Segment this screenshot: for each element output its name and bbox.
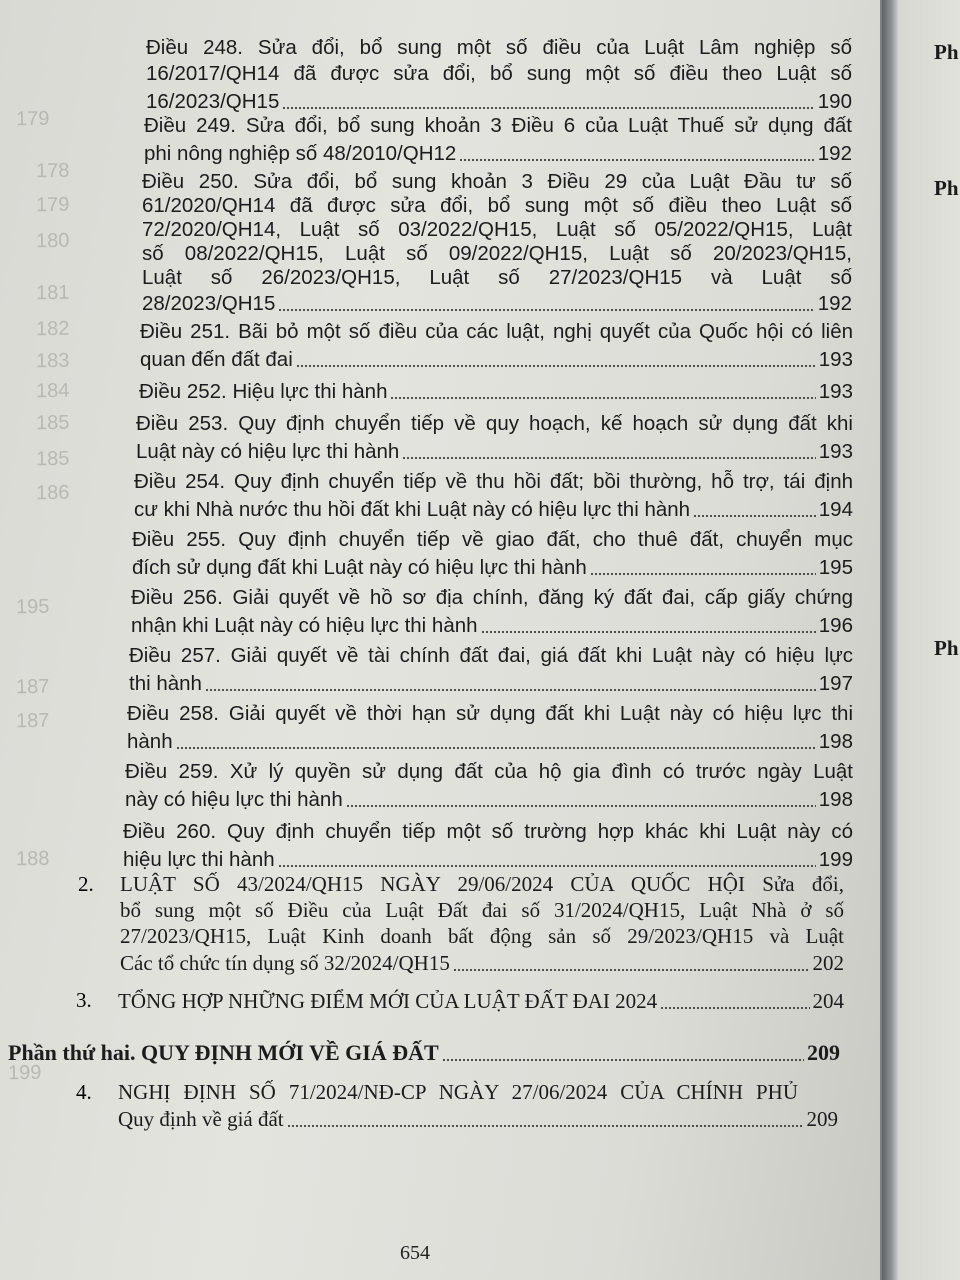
page-number: 192: [817, 142, 852, 165]
toc-entry-line: đích sử dụng đất khi Luật này có hiệu lực thi hành: [132, 556, 587, 579]
toc-entry-line: Điều 256. Giải quyết về hồ sơ địa chính, đăng ký đất đai, cấp giấy chứng: [131, 586, 853, 609]
dot-leader: [459, 159, 814, 161]
toc-entry-dieu-252[interactable]: [139, 378, 853, 406]
dot-leader: [296, 365, 816, 367]
bleed-through-number: 183: [35, 349, 70, 373]
dot-leader: [590, 573, 816, 575]
toc-entry-line: này có hiệu lực thi hành: [125, 788, 343, 811]
page-number: 199: [818, 848, 853, 871]
toc-entry-line: bổ sung một số Điều của Luật Đất đai số 31/2024/QH15, Luật Nhà ở số: [120, 898, 844, 922]
bleed-through-number: 179: [35, 193, 70, 217]
toc-entry-line: LUẬT SỐ 43/2024/QH15 NGÀY 29/06/2024 CỦA QUỐC HỘI Sửa đổi,: [120, 872, 844, 896]
dot-leader: [693, 515, 816, 517]
dot-leader: [346, 805, 816, 807]
dot-leader: [442, 1059, 804, 1061]
page-number: 192: [817, 292, 852, 315]
bleed-through-number: 187: [15, 675, 50, 699]
page-number: 194: [818, 498, 853, 521]
toc-entry-line: nhận khi Luật này có hiệu lực thi hành: [131, 614, 478, 637]
toc-entry-line: hiệu lực thi hành: [123, 848, 275, 871]
part-two-heading: Phần thứ hai. QUY ĐỊNH MỚI VỀ GIÁ ĐẤT: [8, 1040, 439, 1065]
dot-leader: [660, 1007, 809, 1009]
bleed-through-number: 179: [15, 107, 50, 131]
dot-leader: [481, 631, 816, 633]
page-number: 190: [817, 90, 852, 113]
toc-part-two[interactable]: [8, 1036, 840, 1068]
page-number: 193: [818, 380, 853, 403]
bleed-through-number: 185: [35, 447, 70, 471]
toc-entry-line: Luật này có hiệu lực thi hành: [136, 440, 400, 463]
page-number: 204: [812, 989, 844, 1013]
next-page-heading-fragment: Ph: [934, 40, 959, 64]
toc-section-4[interactable]: [118, 1080, 838, 1136]
toc-entry-dieu-254[interactable]: [134, 470, 853, 526]
toc-entry-line: Điều 249. Sửa đổi, bổ sung khoản 3 Điều 6 của Luật Thuế sử dụng đất: [144, 114, 852, 137]
page-number: 195: [818, 556, 853, 579]
toc-entry-line: 72/2020/QH14, Luật số 03/2022/QH15, Luật số 05/2022/QH15, Luật: [142, 218, 852, 241]
toc-entry-dieu-253[interactable]: [136, 412, 853, 468]
toc-entry-line: Quy định về giá đất: [118, 1107, 284, 1131]
bleed-through-number: 199: [7, 1061, 42, 1085]
toc-entry-line: Điều 255. Quy định chuyển tiếp về giao đất, cho thuê đất, chuyển mục: [132, 528, 853, 551]
toc-entry-dieu-250[interactable]: [142, 170, 852, 330]
toc-entry-line: Điều 254. Quy định chuyển tiếp về thu hồi đất; bồi thường, hỗ trợ, tái định: [134, 470, 853, 493]
bleed-through-number: 180: [35, 229, 70, 253]
toc-entry-line: Điều 253. Quy định chuyển tiếp về quy hoạch, kế hoạch sử dụng đất khi: [136, 412, 853, 435]
bleed-through-number: 181: [35, 281, 70, 305]
dot-leader: [453, 969, 810, 971]
bleed-through-number: 182: [35, 317, 70, 341]
toc-section-2[interactable]: [120, 872, 844, 984]
toc-entry-line: thi hành: [129, 672, 202, 695]
dot-leader: [282, 107, 814, 109]
toc-entry-line: Điều 252. Hiệu lực thi hành: [139, 380, 388, 403]
toc-entry-line: 27/2023/QH15, Luật Kinh doanh bất động sản số 29/2023/QH15 và Luật: [120, 924, 844, 948]
toc-entry-line: 16/2017/QH14 đã được sửa đổi, bổ sung một số điều theo Luật số: [146, 62, 852, 85]
bleed-through-number: 187: [15, 709, 50, 733]
toc-entry-line: hành: [127, 730, 173, 753]
toc-entry-line: Điều 258. Giải quyết về thời hạn sử dụng đất khi Luật này có hiệu lực thi: [127, 702, 853, 725]
bleed-through-number: 188: [15, 847, 50, 871]
page-number: 197: [818, 672, 853, 695]
next-page-heading-fragment: Ph: [934, 636, 959, 660]
bleed-through-number: 186: [35, 481, 70, 505]
toc-entry-dieu-255[interactable]: [132, 528, 853, 584]
toc-entry-line: số 08/2022/QH15, Luật số 09/2022/QH15, Luật số 20/2023/QH15,: [142, 242, 852, 265]
page-number: 193: [818, 440, 853, 463]
toc-entry-dieu-258[interactable]: [127, 702, 853, 758]
toc-entry-dieu-259[interactable]: [125, 760, 853, 816]
toc-entry-line: NGHỊ ĐỊNH SỐ 71/2024/NĐ-CP NGÀY 27/06/2024 CỦA CHÍNH PHỦ: [118, 1080, 798, 1104]
next-page-heading-fragment: Ph: [934, 176, 959, 200]
page-number: 202: [812, 951, 844, 975]
toc-entry-line: Điều 251. Bãi bỏ một số điều của các luật, nghị quyết của Quốc hội có liên: [140, 320, 853, 343]
toc-entry-dieu-251[interactable]: [140, 320, 853, 376]
next-page-edge: [882, 0, 960, 1280]
toc-entry-line: Luật số 26/2023/QH15, Luật số 27/2023/QH15 và Luật số: [142, 266, 852, 289]
dot-leader: [278, 865, 816, 867]
toc-entry-dieu-248[interactable]: [146, 36, 852, 118]
bleed-through-number: 184: [35, 379, 70, 403]
section-number: 3.: [76, 988, 92, 1012]
dot-leader: [278, 309, 814, 311]
toc-entry-dieu-256[interactable]: [131, 586, 853, 642]
toc-entry-line: 61/2020/QH14 đã được sửa đổi, bổ sung một số điều theo Luật số: [142, 194, 852, 217]
toc-entry-line: phi nông nghiệp số 48/2010/QH12: [144, 142, 457, 165]
toc-entry-line: Điều 259. Xử lý quyền sử dụng đất của hộ gia đình có trước ngày Luật: [125, 760, 853, 783]
toc-entry-dieu-260[interactable]: [123, 820, 853, 876]
page-number: 196: [818, 614, 853, 637]
toc-entry-line: Điều 257. Giải quyết về tài chính đất đai, giá đất khi Luật này có hiệu lực: [129, 644, 853, 667]
toc-entry-line: Điều 260. Quy định chuyển tiếp một số trường hợp khác khi Luật này có: [123, 820, 853, 843]
toc-entry-line: Điều 250. Sửa đổi, bổ sung khoản 3 Điều 29 của Luật Đầu tư số: [142, 170, 852, 193]
dot-leader: [390, 397, 815, 399]
section-number: 2.: [78, 872, 94, 896]
toc-entry-line: Điều 248. Sửa đổi, bổ sung một số điều của Luật Lâm nghiệp số: [146, 36, 852, 59]
toc-entry-line: TỔNG HỢP NHỮNG ĐIỂM MỚI CỦA LUẬT ĐẤT ĐAI 2024: [118, 989, 658, 1013]
page-footer-number: 654: [400, 1242, 430, 1264]
toc-entry-line: Các tổ chức tín dụng số 32/2024/QH15: [120, 951, 450, 975]
toc-entry-dieu-257[interactable]: [129, 644, 853, 700]
toc-entry-dieu-249[interactable]: [144, 114, 852, 170]
page-number: 209: [807, 1040, 840, 1065]
toc-entry-line: 28/2023/QH15: [142, 292, 276, 315]
toc-entry-line: quan đến đất đai: [140, 348, 293, 371]
dot-leader: [205, 689, 816, 691]
bleed-through-number: 185: [35, 411, 70, 435]
page-number: 198: [818, 788, 853, 811]
dot-leader: [402, 457, 815, 459]
toc-entry-line: 16/2023/QH15: [146, 90, 280, 113]
bleed-through-number: 178: [35, 159, 70, 183]
dot-leader: [287, 1125, 804, 1127]
toc-section-3[interactable]: [118, 988, 844, 1018]
bleed-through-number: 195: [15, 595, 50, 619]
section-number: 4.: [76, 1080, 92, 1104]
page-number: 209: [806, 1107, 838, 1131]
page-number: 193: [818, 348, 853, 371]
dot-leader: [176, 747, 816, 749]
toc-entry-line: cư khi Nhà nước thu hồi đất khi Luật này có hiệu lực thi hành: [134, 498, 691, 521]
page-number: 198: [818, 730, 853, 753]
